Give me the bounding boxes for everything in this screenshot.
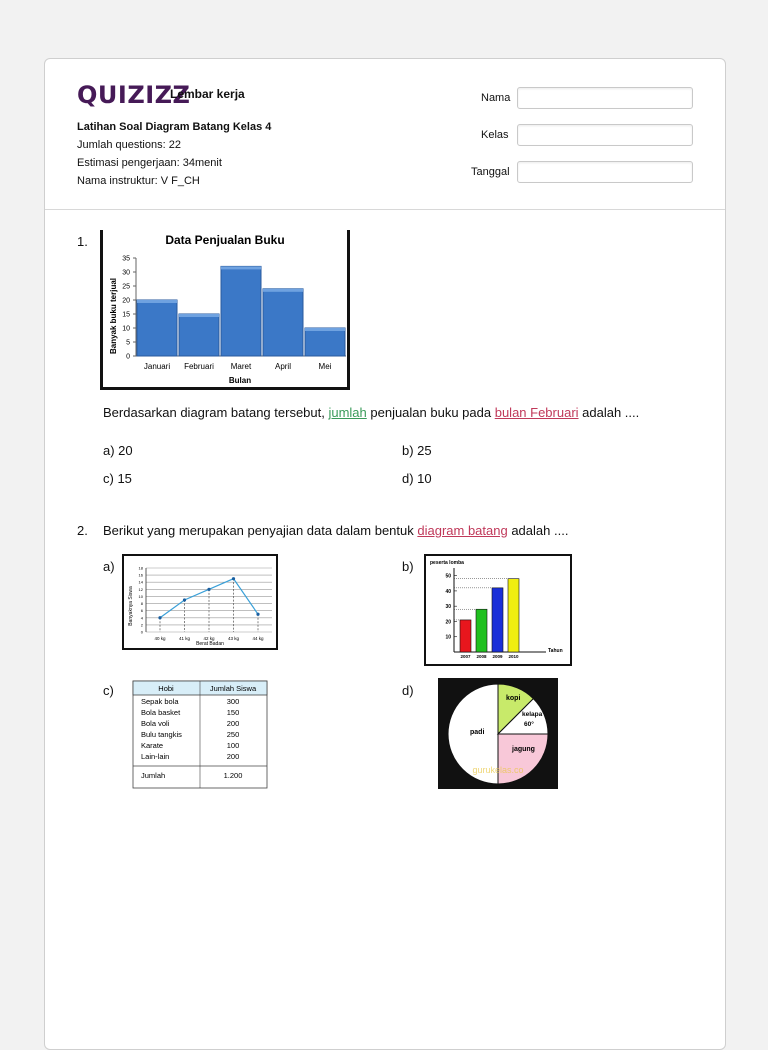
q1-highlight-jumlah: jumlah [328, 405, 367, 420]
q1-option-b[interactable]: b) 25 [402, 443, 432, 458]
q1-text-pre: Berdasarkan diagram batang tersebut, [103, 405, 329, 420]
x-tick-label: 2007 [460, 654, 471, 659]
table-cell: Lain-lain [141, 752, 170, 761]
table-cell: 150 [226, 708, 240, 717]
y-tick-label: 10 [445, 634, 451, 641]
pie-slice [498, 734, 548, 784]
table-header-cell: Hobi [158, 684, 174, 693]
y-tick-label: 8 [140, 601, 143, 607]
y-tick-label: 18 [138, 565, 143, 571]
y-tick-label: 30 [445, 604, 451, 611]
q1-text-mid: penjualan buku pada [366, 405, 495, 420]
bar-highlight [263, 289, 303, 292]
bar [492, 588, 503, 652]
q2-option-c-label[interactable]: c) [103, 683, 114, 698]
q1-option-c[interactable]: c) 15 [103, 471, 132, 486]
q1-option-d[interactable]: d) 10 [402, 471, 432, 486]
instructor-name: Nama instruktur: V F_CH [77, 175, 200, 187]
q2-option-d-label[interactable]: d) [402, 683, 414, 698]
q2-option-b-label[interactable]: b) [402, 559, 414, 574]
q2-bar-chart-svg [426, 556, 570, 664]
y-tick-label: 10 [138, 593, 143, 599]
table-total-cell: Jumlah [141, 771, 166, 780]
pie-label: kelapa [522, 711, 543, 718]
y-tick-label: 0 [140, 629, 143, 635]
watermark: gurukelas.co [472, 765, 524, 775]
x-axis-label: Bulan [228, 376, 252, 385]
x-tick-label: April [274, 362, 292, 371]
table-cell: 200 [226, 719, 240, 728]
y-tick-label: 16 [138, 572, 143, 578]
y-tick-label: 15 [122, 311, 130, 319]
y-tick-label: 25 [122, 283, 130, 291]
table-cell: 250 [226, 730, 240, 739]
q1-text-post: adalah .... [578, 405, 640, 420]
q2-hobby-table[interactable] [132, 680, 268, 789]
data-point [183, 598, 186, 601]
q2-text-pre: Berikut yang merupakan penyajian data dalam bentuk [103, 523, 418, 538]
x-tick-label: 44 kg [252, 636, 264, 641]
y-tick-label: 20 [445, 619, 451, 626]
tanggal-label: Tanggal [471, 166, 510, 178]
bar-highlight [179, 314, 219, 317]
q1-option-a[interactable]: a) 20 [103, 443, 133, 458]
q2-pie-chart[interactable] [438, 678, 558, 789]
bar-highlight [221, 266, 261, 269]
q2-highlight-diagram: diagram batang [417, 523, 508, 538]
pie-chart-svg [438, 678, 558, 789]
data-point [232, 577, 235, 580]
quizizz-logo: QUIZIZZ [77, 81, 191, 109]
data-point [256, 613, 259, 616]
table-cell: Bola basket [141, 708, 181, 717]
y-tick-label: 10 [122, 325, 130, 333]
line-y-label: Banyaknya Siswa [128, 586, 134, 626]
logo-subtitle: Lembar kerja [170, 87, 245, 101]
y-tick-label: 4 [140, 615, 143, 621]
x-tick-label: Februari [184, 362, 214, 371]
bar [460, 620, 471, 652]
table-cell: 100 [226, 741, 240, 750]
data-point [207, 588, 210, 591]
data-point [158, 616, 161, 619]
x-tick-label: 40 kg [154, 636, 166, 641]
x-tick-label: 2008 [476, 654, 487, 659]
line-x-label: Berat Badan [196, 641, 224, 647]
x-tick-label: 43 kg [227, 636, 240, 641]
y-tick-label: 12 [138, 586, 143, 592]
table-cell: 200 [226, 752, 240, 761]
worksheet-header [45, 59, 725, 210]
bar-highlight [137, 300, 177, 303]
hobby-table-svg [132, 680, 268, 789]
bar [476, 609, 487, 652]
y-tick-label: 30 [122, 269, 130, 277]
question-2-number: 2. [77, 523, 88, 538]
q1-highlight-bulan: bulan Februari [494, 405, 579, 420]
bar [137, 300, 177, 356]
bar [221, 266, 261, 356]
table-header-cell: Jumlah Siswa [209, 684, 257, 693]
estimated-time: Estimasi pengerjaan: 34menit [77, 157, 222, 169]
x-tick-label: Maret [230, 362, 252, 371]
question-1-text [103, 405, 639, 420]
kelas-label: Kelas [481, 129, 509, 141]
y-tick-label: 0 [126, 353, 130, 361]
table-cell: 300 [226, 697, 240, 706]
table-cell: Karate [141, 741, 164, 750]
bar [179, 314, 219, 356]
x-tick-label: 2010 [508, 654, 519, 659]
q2-option-a-label[interactable]: a) [103, 559, 115, 574]
q2-line-chart-svg [124, 556, 276, 648]
y-tick-label: 35 [122, 255, 130, 263]
bar [305, 328, 345, 356]
bar-x-label: Tahun [548, 648, 563, 654]
table-cell: Bola voli [141, 719, 170, 728]
nama-input[interactable] [517, 87, 693, 109]
question-1-number: 1. [77, 234, 88, 249]
pie-label: jagung [512, 746, 535, 753]
kelas-input[interactable] [517, 124, 693, 146]
tanggal-input[interactable] [517, 161, 693, 183]
q2-text-post: adalah .... [507, 523, 569, 538]
table-cell: Bulu tangkis [141, 730, 182, 739]
y-tick-label: 50 [445, 573, 451, 580]
q2-bar-chart[interactable] [424, 554, 572, 666]
worksheet-title: Latihan Soal Diagram Batang Kelas 4 [77, 121, 272, 133]
question-2-text [103, 523, 568, 538]
q2-line-chart[interactable] [122, 554, 278, 650]
y-tick-label: 5 [126, 339, 130, 347]
chart-title: Data Penjualan Buku [165, 233, 285, 247]
q1-chart-svg [100, 230, 352, 390]
y-tick-label: 14 [138, 579, 143, 585]
question-count: Jumlah questions: 22 [77, 139, 181, 151]
pie-annotation: 60° [524, 721, 534, 728]
bar [508, 579, 519, 652]
y-tick-label: 6 [140, 608, 143, 614]
y-axis-label: Banyak buku terjual [109, 277, 118, 355]
y-tick-label: 40 [445, 588, 451, 595]
bar-highlight [305, 328, 345, 331]
q1-bar-chart [100, 230, 352, 390]
x-tick-label: 41 kg [178, 636, 191, 641]
pie-label: padi [470, 729, 485, 736]
y-tick-label: 2 [140, 622, 143, 628]
y-tick-label: 20 [122, 297, 130, 305]
x-tick-label: Mei [318, 362, 332, 371]
x-tick-label: 2009 [492, 654, 503, 659]
table-total-cell: 1.200 [223, 771, 243, 780]
nama-label: Nama [481, 92, 511, 104]
table-cell: Sepak bola [141, 697, 179, 706]
x-tick-label: Januari [143, 362, 171, 371]
bar-chart-title: peserta lomba [430, 560, 464, 566]
pie-label: kopi [506, 695, 521, 702]
x-tick-label: 42 kg [203, 636, 215, 641]
bar [263, 289, 303, 356]
